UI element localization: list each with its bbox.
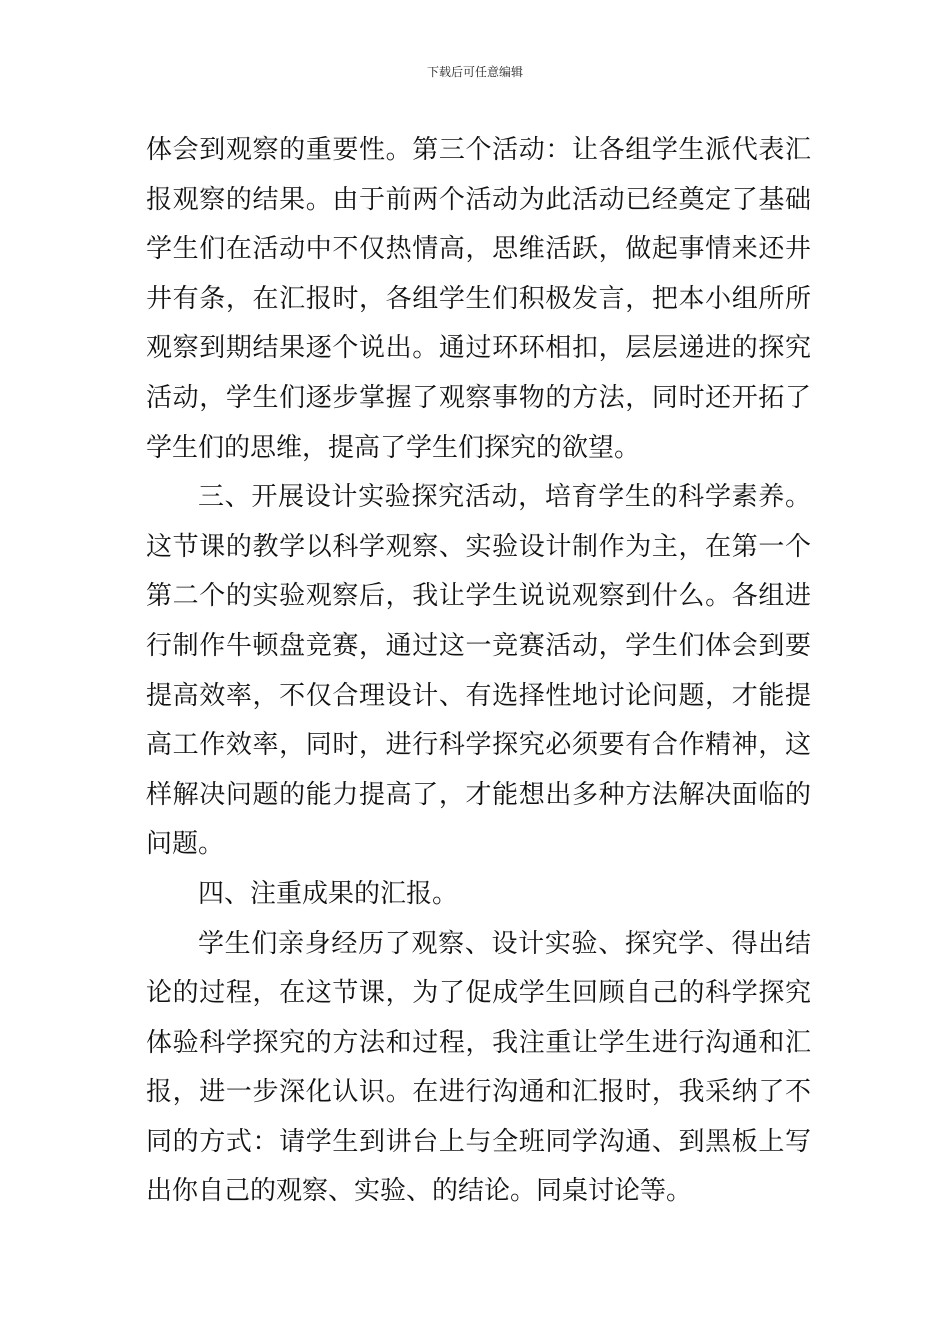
paragraph-section-three: 三、开展设计实验探究活动，培育学生的科学素养。这节课的教学以科学观察、实验设计制作为主，在第一个第二个的实验观察后，我让学生说说观察到什么。各组进行制作牛顿盘竞赛，通过这一竞赛活动，学生们体会到要提高效率，不仅合理设计、有选择性地讨论问题，才能提高工作效率，同时，进行科学探究必须要有合作精神，这样解决问题的能力提高了，才能想出多种方法解决面临的问题。 [146,482,811,860]
paragraph-continuation: 体会到观察的重要性。第三个活动：让各组学生派代表汇报观察的结果。由于前两个活动为此活动已经奠定了基础学生们在活动中不仅热情高，思维活跃，做起事情来还井井有条，在汇报时，各组学生们积极发言，把本小组所所观察到期结果逐个说出。通过环环相扣，层层递进的探究活动，学生们逐步掌握了观察事物的方法，同时还开拓了学生们的思维，提高了学生们探究的欲望。 [146,135,811,463]
document-body [146,126,811,1217]
page-header: 下载后可任意编辑 [426,65,523,79]
paragraph-section-four-heading: 四、注重成果的汇报。 [198,878,459,909]
paragraph-section-four-body: 学生们亲身经历了观察、设计实验、探究学、得出结论的过程，在这节课，为了促成学生回顾自己的科学探究体验科学探究的方法和过程，我注重让学生进行沟通和汇报，进一步深化认识。在进行沟通和汇报时，我采纳了不同的方式：请学生到讲台上与全班同学沟通、到黑板上写出你自己的观察、实验、的结论。同桌讨论等。 [146,928,811,1207]
